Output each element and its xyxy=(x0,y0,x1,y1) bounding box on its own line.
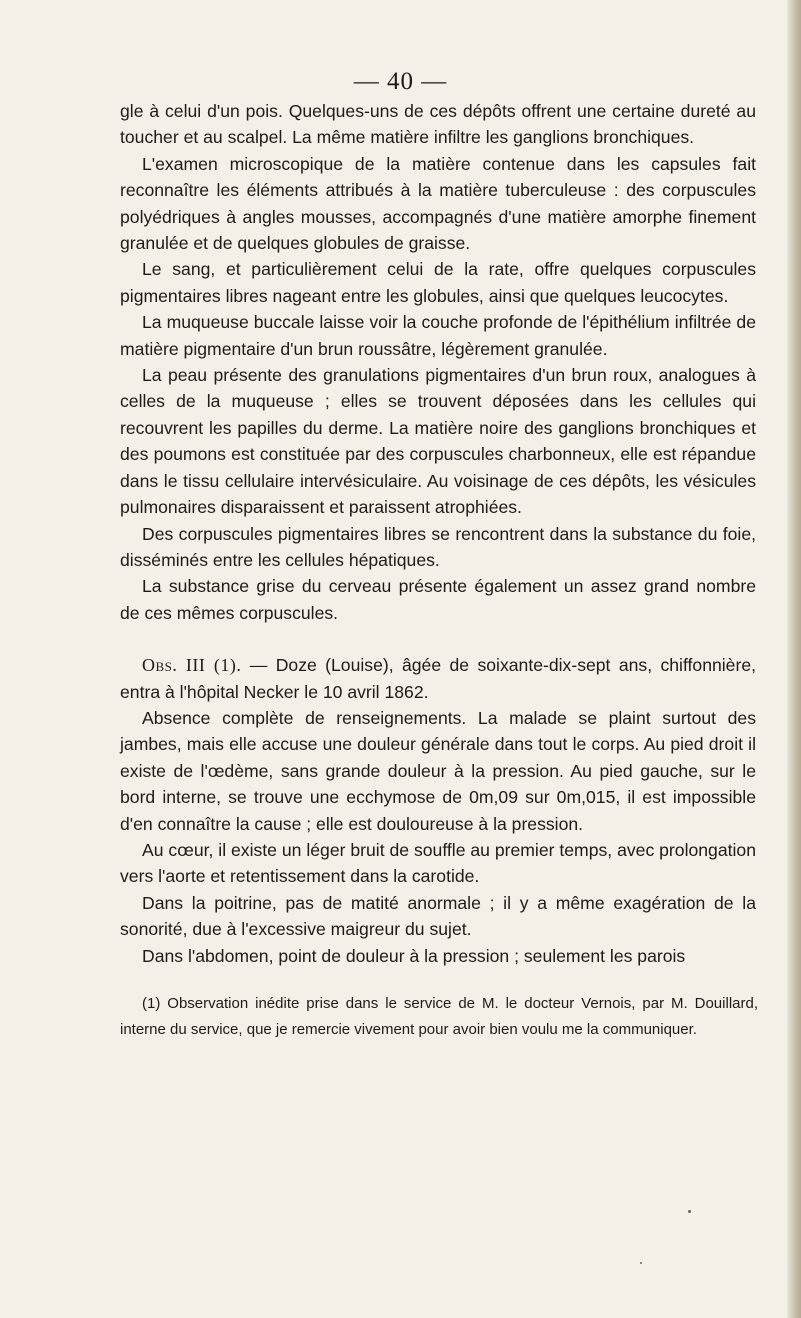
observation-label: Obs. III (1). xyxy=(142,655,242,676)
observation-intro: — Doze (Louise), âgée de soixante-dix-sept ans, chiffonnière, entra à l'hôpital Necker le 10 avril 1862. xyxy=(120,655,756,702)
paragraph: La substance grise du cerveau présente également un assez grand nombre de ces mêmes corpuscules. xyxy=(120,576,756,623)
footnote-text: (1) Observation inédite prise dans le service de M. le docteur Vernois, par M. Douillard, interne du service, que je remercie vivement pour avoir bien voulu me la communiquer. xyxy=(120,995,758,1038)
print-speck xyxy=(688,1210,691,1213)
paragraph: gle à celui d'un pois. Quelques-uns de ces dépôts offrent une certaine dureté au toucher et au scalpel. La même matière infiltre les ganglions bronchiques. xyxy=(120,101,756,148)
observation-paragraph: Dans la poitrine, pas de matité anormale ; il y a même exagération de la sonorité, due à l'excessive maigreur du sujet. xyxy=(120,892,756,940)
paragraph: La muqueuse buccale laisse voir la couche profonde de l'épithélium infiltrée de matière pigmentaire d'un brun roussâtre, légèrement granulée. xyxy=(120,312,756,359)
page-number: — 40 — xyxy=(353,68,448,95)
paragraph: La peau présente des granulations pigmentaires d'un brun roux, analogues à celles de la muqueuse ; elles se trouvent déposées dans les cellules qui recouvrent les papilles du derme. La matière noire des ganglions bronchiques et des poumons est constituée par des corpuscules charbonneux, elle est répandue dans le tissu cellulaire intervésiculaire. Au voisinage de ces dépôts, les vésicules pulmonaires disparaissent et paraissent atrophiées. xyxy=(120,365,756,518)
body-text xyxy=(120,98,756,969)
observation-heading-paragraph xyxy=(120,652,756,705)
print-speck xyxy=(640,1262,642,1264)
paragraph: Le sang, et particulièrement celui de la rate, offre quelques corpuscules pigmentaires libres nageant entre les globules, ainsi que quelques leucocytes. xyxy=(120,259,756,306)
observation-paragraph: Absence complète de renseignements. La malade se plaint surtout des jambes, mais elle accuse une douleur générale dans tout le corps. Au pied droit il existe de l'œdème, sans grande douleur à la pression. Au pied gauche, sur le bord interne, se trouve une ecchymose de 0m,09 sur 0m,015, il est impossible d'en connaître la cause ; elle est douloureuse à la pression. xyxy=(120,707,756,834)
footnote xyxy=(120,991,758,1043)
paragraph: L'examen microscopique de la matière contenue dans les capsules fait reconnaître les éléments attribués à la matière tuberculeuse : des corpuscules polyédriques à angles mousses, accompagnés d'une matière amorphe finement granulée et de quelques globules de graisse. xyxy=(120,153,756,254)
paragraph: Des corpuscules pigmentaires libres se rencontrent dans la substance du foie, disséminés entre les cellules hépatiques. xyxy=(120,523,756,570)
observation-paragraph: Dans l'abdomen, point de douleur à la pression ; seulement les parois xyxy=(142,945,686,966)
page-edge-shadow xyxy=(787,0,801,1318)
observation-paragraph: Au cœur, il existe un léger bruit de souffle au premier temps, avec prolongation vers l'aorte et retentissement dans la carotide. xyxy=(120,839,756,887)
